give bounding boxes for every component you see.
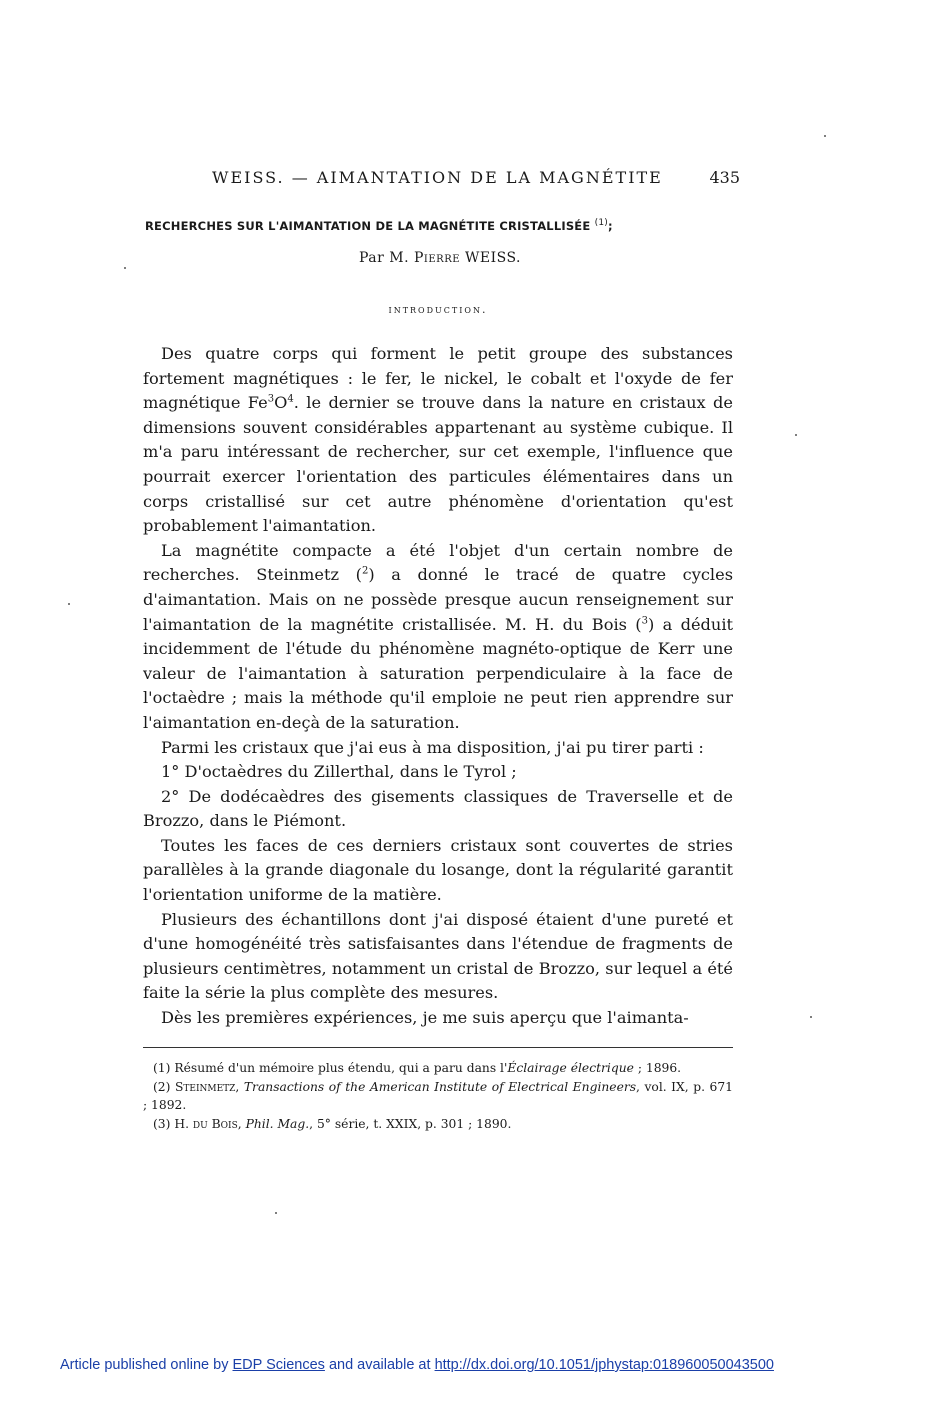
paragraph-text: ) a donné le tracé de quatre cycles d'aimantation. Mais on ne possède presque aucun renseignement sur l'aimantation de la magnétite cristallisée. M. H. du Bois ( [143, 565, 733, 634]
byline [0, 250, 880, 266]
superscript: 4 [287, 393, 294, 405]
scan-speck [275, 1212, 277, 1214]
paragraph: Parmi les cristaux que j'ai eus à ma disposition, j'ai pu tirer parti : [161, 737, 704, 757]
scan-speck [824, 135, 826, 137]
footnote-separator [143, 1047, 733, 1048]
paragraph-text: O [274, 393, 288, 413]
paragraph: Toutes les faces de ces derniers cristaux sont couvertes de stries parallèles à la grande diagonale du losange, dont la régularité garantit l'orientation uniforme de la matière. [143, 835, 733, 905]
article-body [143, 342, 733, 1031]
footnote-separator-text: , [235, 1079, 244, 1094]
footnote-ref[interactable]: 3 [641, 615, 648, 627]
byline-prefix: Par M. [358, 250, 410, 266]
paragraph [143, 539, 733, 736]
footnote-text: Résumé d'un mémoire plus étendu, qui a paru dans l' [174, 1061, 508, 1075]
footnote-marker: (2) [153, 1079, 171, 1094]
footnotes [143, 1059, 733, 1133]
paragraph-text: La magnétite compacte a été l'objet d'un certain nombre de recherches. Steinmetz ( [143, 540, 733, 585]
paragraph-text: ) a déduit incidemment de l'étude du phénomène magnéto-optique de Kerr une valeur de l'aimantation à saturation perpendiculaire à la face de l'octaèdre ; mais la méthode qu'il emploie ne peut rien apprendre sur l'aimantation en-deçà de la saturation. [143, 614, 734, 732]
superscript: 3 [267, 393, 275, 405]
publisher-prefix: Article published online by [60, 1357, 233, 1373]
footnote-tail: , vol. IX, p. 671 ; 1892. [143, 1079, 733, 1113]
footnote-separator-text: , [237, 1116, 246, 1131]
paragraph: Plusieurs des échantillons dont j'ai disposé étaient d'une pureté et d'une homogénéité très satisfaisantes dans l'étendue de fragments de plusieurs centimètres, notamment un cristal de Brozzo, sur lequel a été faite la série la plus complète des mesures. [143, 909, 733, 1003]
footnote-marker: (3) [153, 1116, 171, 1131]
footnote-journal: Éclairage électrique [507, 1061, 634, 1075]
list-item: 1° D'octaèdres du Zillerthal, dans le Tyrol ; [161, 762, 517, 782]
paragraph [143, 342, 733, 539]
running-head [212, 168, 740, 190]
footnote-tail: , 5° série, t. XXIX, p. 301 ; 1890. [309, 1116, 512, 1131]
footnote [143, 1059, 733, 1078]
doi-link[interactable]: http://dx.doi.org/10.1051/jphystap:018960050043500 [434, 1357, 774, 1373]
publisher-middle: and available at [324, 1357, 435, 1373]
footnote-journal: Phil. Mag. [245, 1116, 310, 1131]
footnote [143, 1115, 733, 1134]
publisher-notice [60, 1357, 860, 1373]
footnote [143, 1078, 733, 1115]
running-head-title: WEISS. — AIMANTATION DE LA MAGNÉTITE [212, 168, 663, 187]
author-last-name: WEISS. [464, 250, 522, 266]
scan-speck [68, 603, 70, 605]
footnote-author: Steinmetz [174, 1079, 236, 1094]
paragraph: Dès les premières expériences, je me suis aperçu que l'aimanta- [161, 1008, 689, 1028]
page-number: 435 [709, 168, 740, 187]
footnote-journal: Transactions of the American Institute of Electrical Engineers [243, 1079, 637, 1094]
paragraph-text: Des quatre corps qui forment le petit groupe des substances fortement magnétiques : le fer, le nickel, le cobalt et l'oxyde de fer magnétique Fe [143, 344, 733, 413]
footnote-author: H. du Bois [174, 1116, 238, 1131]
section-heading: introduction. [388, 303, 488, 316]
scan-speck [810, 1016, 812, 1018]
author-first-name: Pierre [414, 250, 461, 266]
scan-speck [795, 434, 797, 436]
publisher-link[interactable]: EDP Sciences [232, 1357, 325, 1373]
article-title-text: RECHERCHES SUR L'AIMANTATION DE LA MAGNÉTITE CRISTALLISÉE [145, 218, 591, 233]
footnote-marker: (1) [153, 1061, 171, 1075]
article-title [145, 218, 785, 233]
title-footnote-marker[interactable]: (1) [594, 218, 608, 228]
paragraph-text: . le dernier se trouve dans la nature en cristaux de dimensions souvent considérables appartenant au système cubique. Il m'a paru intéressant de rechercher, sur cet exemple, l'influence que pourrait exercer l'orientation des particules élémentaires dans un corps cristallisé sur cet autre phénomène d'orientation qu'est probablement l'aimantation. [143, 393, 733, 536]
list-item: 2° De dodécaèdres des gisements classiques de Traverselle et de Brozzo, dans le Piémont. [143, 786, 733, 831]
scan-speck [124, 267, 126, 269]
article-title-suffix: ; [608, 218, 613, 233]
footnote-ref[interactable]: 2 [361, 565, 369, 577]
footnote-tail: ; 1896. [633, 1061, 682, 1075]
